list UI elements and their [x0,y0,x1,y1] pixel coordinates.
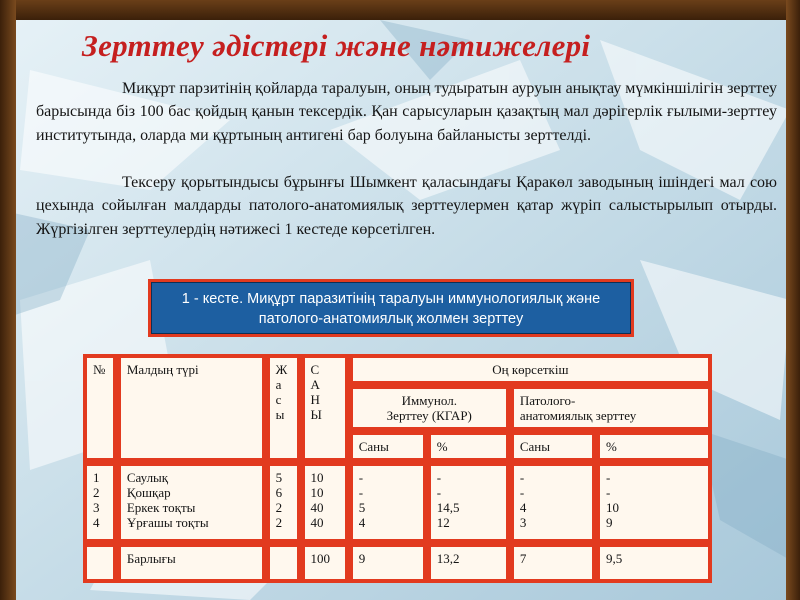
total-imm-pct: 13,2 [427,543,510,583]
header-row-1 [83,354,712,385]
cell-imm-pct: - - 14,5 12 [427,462,510,543]
cell-age: 5 6 2 2 [266,462,301,543]
page-title: Зерттеу әдістері және нәтижелері [82,28,591,63]
header-num: № [83,354,117,462]
header-age: Ж а с ы [266,354,301,462]
header-sany-pat: Саны [510,431,596,462]
total-pat-pct: 9,5 [596,543,712,583]
frame-top-border [0,0,800,20]
frame-right-border [786,0,800,600]
cell-num: 1 2 3 4 [83,462,117,543]
total-count: 100 [301,543,349,583]
table-caption: 1 - кесте. Миқұрт паразитінің таралуын иммунологиялық және патолого-анатомиялық жолмен зерттеу [151,282,631,334]
table-row [83,462,712,543]
cell-pat-count: - - 4 3 [510,462,596,543]
total-age [266,543,301,583]
header-immunol: Иммунол. Зерттеу (КГАР) [349,385,510,431]
paragraph-results: Тексеру қорытындысы бұрынғы Шымкент қаласындағы Қаракөл заводының ішіндегі мал сою цехында сойылған малдарды патолого-анатомиялық зерттеулермен қатар жүріп салыстырылып отырды. Жүргізілген зерттеулердің нәтижесі 1 кестеде көрсетілген. [36,174,777,238]
total-num [83,543,117,583]
header-count: С А Н Ы [301,354,349,462]
total-row [83,543,712,583]
total-imm-count: 9 [349,543,427,583]
total-label: Барлығы [117,543,266,583]
frame-left-border [0,0,16,600]
cell-type: Саулық Қошқар Еркек тоқты Ұрғашы тоқты [117,462,266,543]
header-type: Малдың түрі [117,354,266,462]
table-caption-box [148,279,634,337]
header-pct-imm: % [427,431,510,462]
header-positive: Оң көрсеткіш [349,354,712,385]
header-patol: Патолого- анатомиялық зерттеу [510,385,712,431]
cell-imm-count: - - 5 4 [349,462,427,543]
cell-count: 10 10 40 40 [301,462,349,543]
header-sany-imm: Саны [349,431,427,462]
paragraph-methods: Миқұрт парзитінің қойларда таралуын, оның тудыратын ауруын анықтау мүмкіншілігін зерттеу барысында біз 100 бас қойдың қанын тексердік. Қан сарысуларын қазақтың мал дәрігерлік ғылыми-зерттеу институтында, оларда ми құртының антигені бар болуына байланысты зерттелді. [36,80,777,144]
results-table [83,354,712,583]
total-pat-count: 7 [510,543,596,583]
header-pct-pat: % [596,431,712,462]
cell-pat-pct: - - 10 9 [596,462,712,543]
